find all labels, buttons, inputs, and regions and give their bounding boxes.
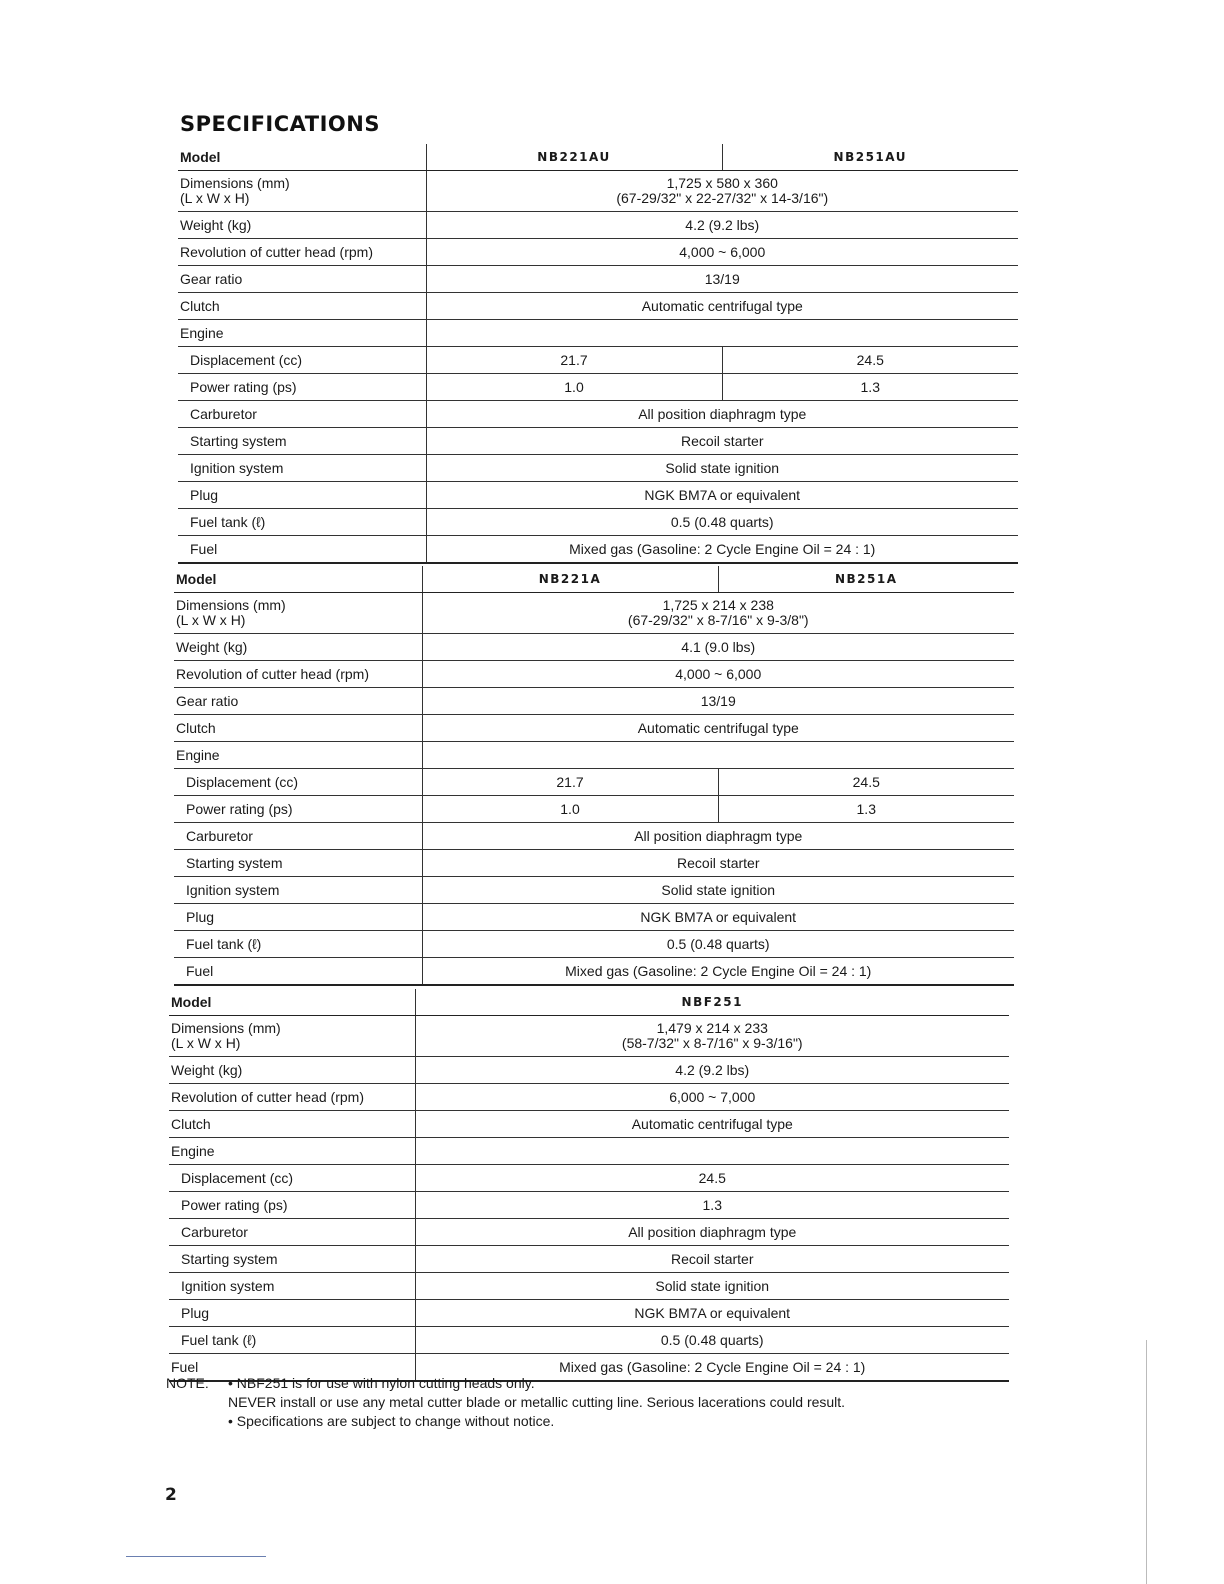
clutch-label: Clutch: [169, 1111, 415, 1138]
table-row: [178, 320, 1018, 347]
power-rating-value: 1.3: [718, 796, 1014, 823]
note-lead: NOTE:: [166, 1375, 209, 1391]
table-row: [174, 593, 1014, 634]
weight-label: Weight (kg): [169, 1057, 415, 1084]
revolution-value: 6,000 ~ 7,000: [415, 1084, 1009, 1111]
note-block: [166, 1374, 845, 1431]
ignition-system-value: Solid state ignition: [415, 1273, 1009, 1300]
displacement-label: Displacement (cc): [174, 769, 422, 796]
table-row: [178, 293, 1018, 320]
dimensions-value: 1,725 x 580 x 360 (67-29/32" x 22-27/32" x 14-3/16"): [426, 171, 1018, 212]
plug-label: Plug: [174, 904, 422, 931]
engine-label: Engine: [178, 320, 426, 347]
carburetor-label: Carburetor: [169, 1219, 415, 1246]
table-row: [178, 401, 1018, 428]
displacement-value: 21.7: [426, 347, 722, 374]
carburetor-value: All position diaphragm type: [415, 1219, 1009, 1246]
fuel-tank-value: 0.5 (0.48 quarts): [422, 931, 1014, 958]
model-name: NB221AU: [426, 144, 722, 171]
weight-label: Weight (kg): [174, 634, 422, 661]
table-row: [178, 266, 1018, 293]
power-rating-value: 1.3: [415, 1192, 1009, 1219]
table-row: [169, 1165, 1009, 1192]
revolution-value: 4,000 ~ 6,000: [422, 661, 1014, 688]
table-row: [178, 144, 1018, 171]
engine-value: [415, 1138, 1009, 1165]
ignition-system-value: Solid state ignition: [422, 877, 1014, 904]
plug-value: NGK BM7A or equivalent: [422, 904, 1014, 931]
displacement-value: 21.7: [422, 769, 718, 796]
table-row: [169, 1084, 1009, 1111]
spec-table-nb221a-nb251a: [174, 566, 1014, 986]
scan-edge-line: [1146, 1340, 1147, 1584]
table-row: [174, 661, 1014, 688]
table-row: [178, 428, 1018, 455]
table-row: [169, 1111, 1009, 1138]
power-rating-label: Power rating (ps): [178, 374, 426, 401]
table-row: [174, 715, 1014, 742]
model-name: NB251AU: [722, 144, 1018, 171]
weight-label: Weight (kg): [178, 212, 426, 239]
table-row: [174, 850, 1014, 877]
table-row: [174, 634, 1014, 661]
power-rating-label: Power rating (ps): [169, 1192, 415, 1219]
table-row: [174, 769, 1014, 796]
table-row: [178, 509, 1018, 536]
page-number: 2: [165, 1485, 177, 1505]
displacement-value: 24.5: [415, 1165, 1009, 1192]
model-label: Model: [169, 989, 415, 1016]
table-row: [169, 1246, 1009, 1273]
ignition-system-value: Solid state ignition: [426, 455, 1018, 482]
model-label: Model: [174, 566, 422, 593]
fuel-tank-label: Fuel tank (ℓ): [174, 931, 422, 958]
engine-label: Engine: [169, 1138, 415, 1165]
table-row: [178, 536, 1018, 564]
table-row: [169, 1273, 1009, 1300]
gear-ratio-value: 13/19: [422, 688, 1014, 715]
table-row: [174, 688, 1014, 715]
fuel-label: Fuel: [178, 536, 426, 564]
engine-value: [422, 742, 1014, 769]
spec-table-nb221au-nb251au: [178, 144, 1018, 564]
model-name: NB251A: [718, 566, 1014, 593]
table-row: [174, 931, 1014, 958]
fuel-tank-label: Fuel tank (ℓ): [178, 509, 426, 536]
weight-value: 4.1 (9.0 lbs): [422, 634, 1014, 661]
plug-value: NGK BM7A or equivalent: [426, 482, 1018, 509]
table-row: [174, 904, 1014, 931]
starting-system-value: Recoil starter: [426, 428, 1018, 455]
clutch-value: Automatic centrifugal type: [426, 293, 1018, 320]
note-line: NEVER install or use any metal cutter blade or metallic cutting line. Serious lacerations could result.: [228, 1394, 846, 1410]
table-row: [178, 171, 1018, 212]
displacement-value: 24.5: [722, 347, 1018, 374]
note-line: • NBF251 is for use with nylon cutting heads only.: [228, 1375, 535, 1391]
power-rating-value: 1.0: [422, 796, 718, 823]
fuel-value: Mixed gas (Gasoline: 2 Cycle Engine Oil = 24 : 1): [422, 958, 1014, 986]
plug-label: Plug: [178, 482, 426, 509]
ignition-system-label: Ignition system: [178, 455, 426, 482]
table-row: [174, 742, 1014, 769]
clutch-label: Clutch: [178, 293, 426, 320]
ignition-system-label: Ignition system: [169, 1273, 415, 1300]
table-row: [169, 1327, 1009, 1354]
gear-ratio-label: Gear ratio: [178, 266, 426, 293]
model-name: NB221A: [422, 566, 718, 593]
displacement-value: 24.5: [718, 769, 1014, 796]
table-row: [169, 1192, 1009, 1219]
table-row: [178, 455, 1018, 482]
gear-ratio-value: 13/19: [426, 266, 1018, 293]
power-rating-label: Power rating (ps): [174, 796, 422, 823]
table-row: [169, 1016, 1009, 1057]
starting-system-label: Starting system: [169, 1246, 415, 1273]
starting-system-value: Recoil starter: [422, 850, 1014, 877]
plug-label: Plug: [169, 1300, 415, 1327]
revolution-label: Revolution of cutter head (rpm): [174, 661, 422, 688]
table-row: [174, 796, 1014, 823]
clutch-value: Automatic centrifugal type: [415, 1111, 1009, 1138]
dimensions-label: Dimensions (mm) (L x W x H): [169, 1016, 415, 1057]
table-row: [178, 347, 1018, 374]
footer-rule: [126, 1556, 266, 1557]
displacement-label: Displacement (cc): [169, 1165, 415, 1192]
table-row: [174, 823, 1014, 850]
fuel-value: Mixed gas (Gasoline: 2 Cycle Engine Oil = 24 : 1): [426, 536, 1018, 564]
table-row: [169, 1300, 1009, 1327]
model-label: Model: [178, 144, 426, 171]
carburetor-label: Carburetor: [174, 823, 422, 850]
revolution-label: Revolution of cutter head (rpm): [169, 1084, 415, 1111]
table-row: [169, 1057, 1009, 1084]
revolution-value: 4,000 ~ 6,000: [426, 239, 1018, 266]
dimensions-label: Dimensions (mm) (L x W x H): [178, 171, 426, 212]
carburetor-label: Carburetor: [178, 401, 426, 428]
fuel-tank-label: Fuel tank (ℓ): [169, 1327, 415, 1354]
table-row: [178, 482, 1018, 509]
ignition-system-label: Ignition system: [174, 877, 422, 904]
dimensions-value: 1,479 x 214 x 233 (58-7/32" x 8-7/16" x 9-3/16"): [415, 1016, 1009, 1057]
starting-system-value: Recoil starter: [415, 1246, 1009, 1273]
clutch-value: Automatic centrifugal type: [422, 715, 1014, 742]
table-row: [178, 212, 1018, 239]
table-row: [169, 1138, 1009, 1165]
fuel-value: Mixed gas (Gasoline: 2 Cycle Engine Oil = 24 : 1): [415, 1354, 1009, 1382]
model-name: NBF251: [415, 989, 1009, 1016]
table-row: [169, 989, 1009, 1016]
carburetor-value: All position diaphragm type: [422, 823, 1014, 850]
starting-system-label: Starting system: [174, 850, 422, 877]
gear-ratio-label: Gear ratio: [174, 688, 422, 715]
plug-value: NGK BM7A or equivalent: [415, 1300, 1009, 1327]
clutch-label: Clutch: [174, 715, 422, 742]
table-row: [174, 566, 1014, 593]
fuel-tank-value: 0.5 (0.48 quarts): [426, 509, 1018, 536]
table-row: [169, 1219, 1009, 1246]
table-row: [174, 958, 1014, 986]
table-row: [178, 239, 1018, 266]
table-row: [178, 374, 1018, 401]
weight-value: 4.2 (9.2 lbs): [415, 1057, 1009, 1084]
displacement-label: Displacement (cc): [178, 347, 426, 374]
dimensions-value: 1,725 x 214 x 238 (67-29/32" x 8-7/16" x 9-3/8"): [422, 593, 1014, 634]
fuel-label: Fuel: [174, 958, 422, 986]
carburetor-value: All position diaphragm type: [426, 401, 1018, 428]
fuel-label: Fuel: [169, 1354, 415, 1382]
weight-value: 4.2 (9.2 lbs): [426, 212, 1018, 239]
table-row: [174, 877, 1014, 904]
fuel-tank-value: 0.5 (0.48 quarts): [415, 1327, 1009, 1354]
note-line: • Specifications are subject to change without notice.: [228, 1413, 555, 1429]
revolution-label: Revolution of cutter head (rpm): [178, 239, 426, 266]
starting-system-label: Starting system: [178, 428, 426, 455]
engine-label: Engine: [174, 742, 422, 769]
power-rating-value: 1.0: [426, 374, 722, 401]
dimensions-label: Dimensions (mm) (L x W x H): [174, 593, 422, 634]
power-rating-value: 1.3: [722, 374, 1018, 401]
spec-table-nbf251: [169, 989, 1009, 1382]
page-title: SPECIFICATIONS: [180, 112, 380, 136]
engine-value: [426, 320, 1018, 347]
